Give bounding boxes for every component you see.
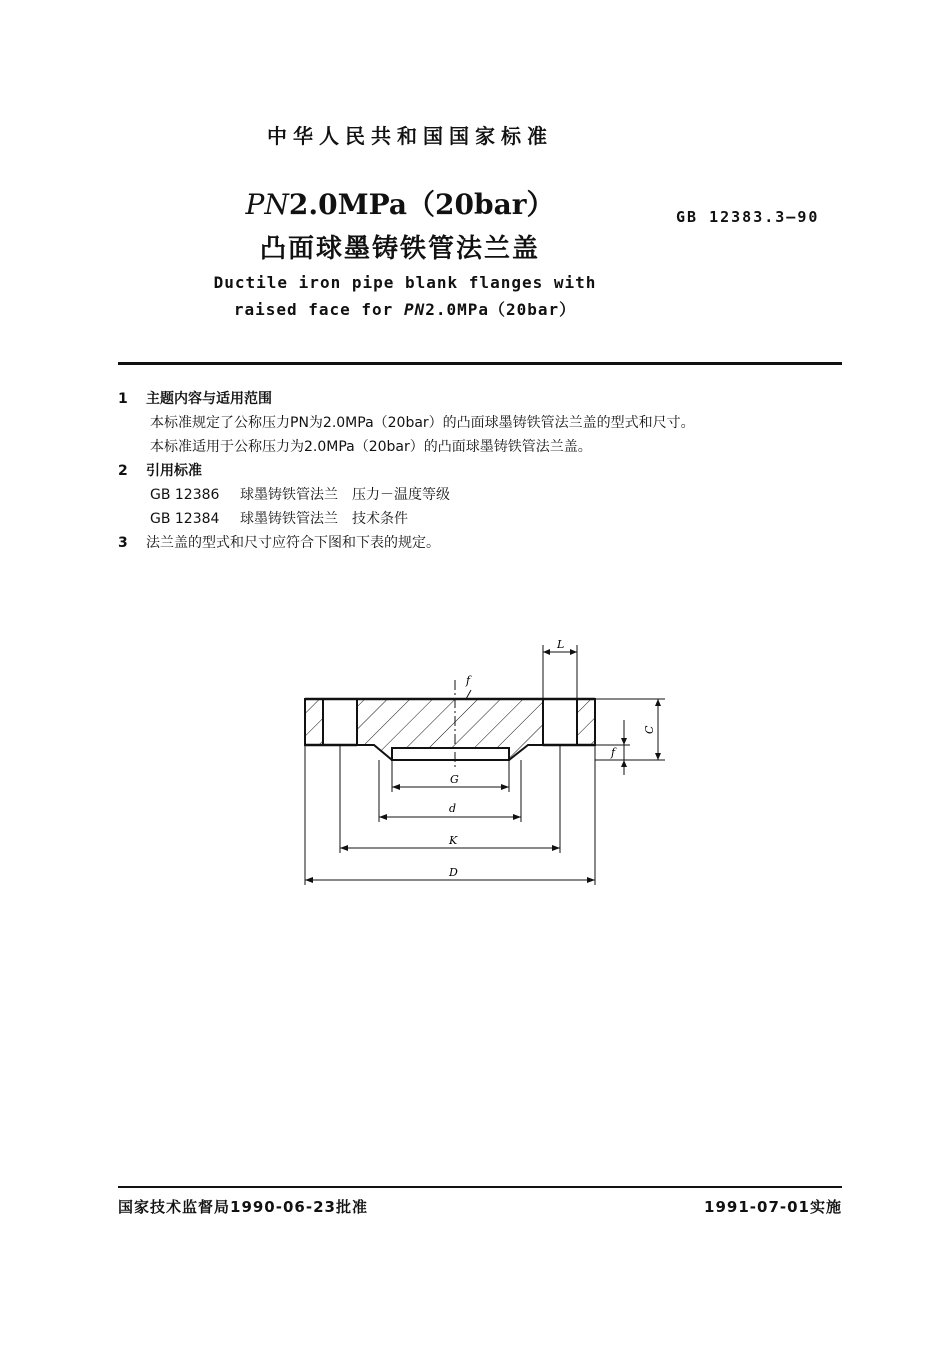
section1-number: 1 <box>118 391 128 407</box>
dim-label-C: C <box>643 725 656 734</box>
raised-face <box>392 748 509 760</box>
issuing-organization: 中华人民共和国国家标准 <box>267 124 553 148</box>
dim-label-K: K <box>449 834 458 847</box>
dim-label-D: D <box>449 866 458 879</box>
bolt-hole-right <box>543 699 577 745</box>
section2-number: 2 <box>118 463 128 479</box>
footer-divider <box>118 1186 842 1188</box>
dim-label-L: L <box>557 638 565 651</box>
approval-date: 国家技术监督局1990-06-23批准 <box>118 1198 368 1216</box>
section2-heading: 引用标准 <box>146 463 202 479</box>
dim-label-f-top: f <box>466 674 471 687</box>
title-chinese: 凸面球墨铸铁管法兰盖 <box>259 234 540 264</box>
dim-label-d: d <box>449 802 457 815</box>
section3-text: 法兰盖的型式和尺寸应符合下图和下表的规定。 <box>146 535 440 551</box>
english-title-prefix: raised face for <box>233 300 404 319</box>
standard-code: GB 12383.3—90 <box>676 208 820 226</box>
section1-paragraph1: 本标准规定了公称压力PN为2.0MPa（20bar）的凸面球墨铸铁管法兰盖的型式和尺寸。 <box>150 415 695 431</box>
reference-title: 球墨铸铁管法兰 压力－温度等级 <box>240 487 450 503</box>
reference-code: GB 12384 <box>150 511 220 527</box>
section1-heading: 主题内容与适用范围 <box>146 391 272 407</box>
section1-paragraph2: 本标准适用于公称压力为2.0MPa（20bar）的凸面球墨铸铁管法兰盖。 <box>150 439 592 455</box>
english-title-line1: Ductile iron pipe blank flanges with <box>213 273 597 292</box>
title-pn: PN <box>245 188 289 221</box>
flange-left-rim <box>305 699 323 745</box>
effective-date: 1991-07-01实施 <box>704 1198 842 1216</box>
title-pressure-value: 2.0MPa（20bar） <box>288 188 555 221</box>
english-title-suffix: 2.0MPa（20bar） <box>425 300 577 319</box>
dim-label-f-right: f <box>611 746 616 759</box>
dim-label-G: G <box>450 773 459 786</box>
section3-number: 3 <box>118 535 128 551</box>
flange-right-rim <box>577 699 595 745</box>
reference-title: 球墨铸铁管法兰 技术条件 <box>240 511 408 527</box>
reference-code: GB 12386 <box>150 487 220 503</box>
english-title-pn: PN <box>403 300 426 319</box>
bolt-hole-left <box>323 699 357 745</box>
